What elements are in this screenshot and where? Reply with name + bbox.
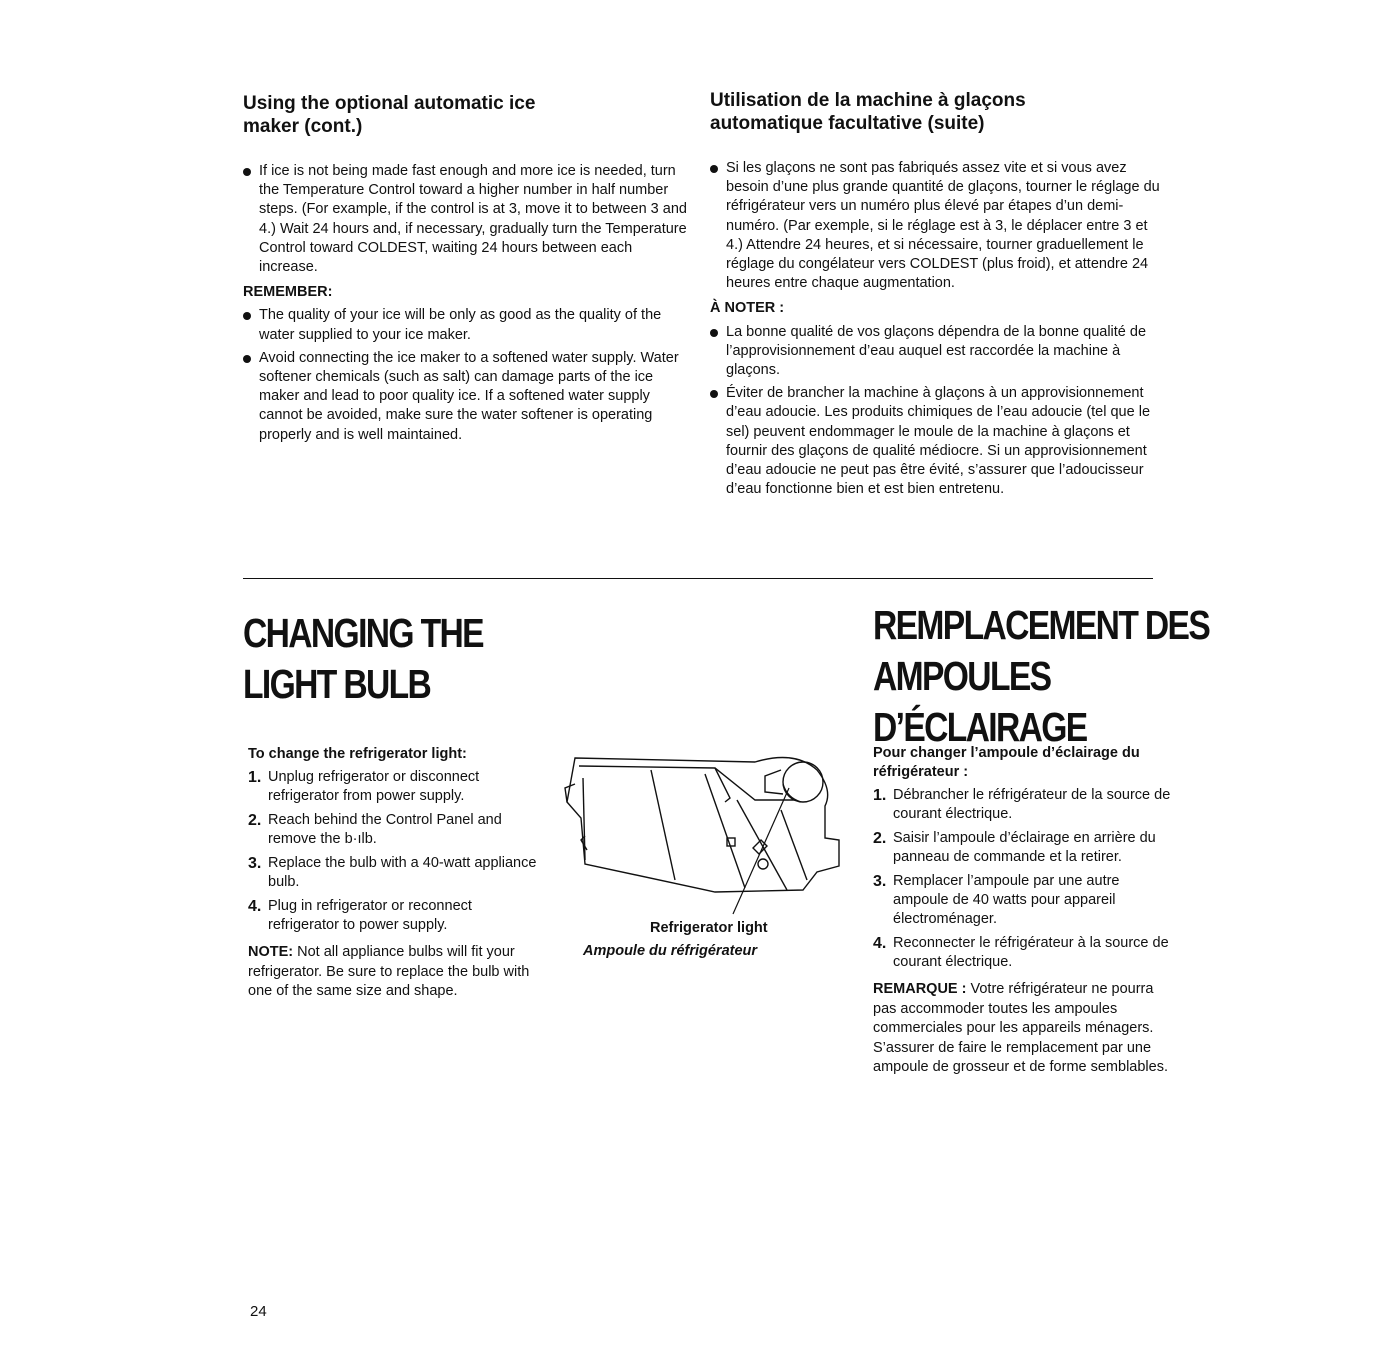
housing-tab: [565, 784, 575, 802]
step-text: Débrancher le réfrigérateur de la source de courant électrique.: [893, 787, 1171, 822]
step-text: Reconnecter le réfrigérateur à la source de courant électrique.: [893, 935, 1169, 970]
housing-outline: [567, 758, 839, 893]
figure-caption-fr: Ampoule du réfrigérateur: [583, 943, 758, 959]
section-divider: [243, 578, 1153, 579]
housing-edge: [651, 770, 675, 880]
step-text: Replace the bulb with a 40-watt appliance bulb.: [268, 855, 537, 890]
step-item: [873, 829, 1173, 867]
heading-line-2: automatique facultative (suite): [710, 113, 985, 134]
remember-bullet-1: La bonne qualité de vos glaçons dépendra de la bonne qualité de l’approvisionnement d’eau auquel est raccordée la machine à glaçons.: [710, 323, 1160, 381]
step-item: [248, 811, 538, 849]
step-item: [873, 786, 1173, 824]
step-item: [873, 872, 1173, 929]
heading-line-1: Using the optional automatic ice: [243, 93, 536, 114]
step-number: 1.: [248, 769, 262, 786]
ice-maker-heading-fr: [710, 89, 1160, 135]
note-paragraph: [873, 980, 1173, 1078]
ice-maker-heading-en: [243, 92, 688, 138]
step-number: 2.: [873, 830, 887, 847]
light-bulb-title-fr: [873, 600, 1209, 753]
ice-tip-bullet: If ice is not being made fast enough and more ice is needed, turn the Temperature Control toward a higher number in half number steps. (For example, if the control is at 3, move it to between 3 and 4.) Wait 24 hours and, if necessary, gradually turn the Temperature Control toward COLDEST, waiting 24 hours between each increase.: [243, 162, 688, 277]
step-text: Remplacer l’ampoule par une autre ampoule de 40 watts pour appareil électroménager.: [893, 873, 1120, 927]
note-label: NOTE:: [248, 944, 294, 960]
step-item: [873, 934, 1173, 972]
title-line-3: D’ÉCLAIRAGE: [873, 704, 1087, 750]
ice-maker-section-fr: [710, 89, 1160, 499]
step-item: [248, 768, 538, 806]
note-label: REMARQUE :: [873, 981, 967, 997]
step-text: Plug in refrigerator or reconnect refrigerator to power supply.: [268, 898, 472, 933]
title-line-1: CHANGING THE: [243, 610, 483, 656]
step-text: Unplug refrigerator or disconnect refrigerator from power supply.: [268, 769, 480, 804]
step-text: Saisir l’ampoule d’éclairage en arrière du panneau de commande et la retirer.: [893, 830, 1156, 865]
step-number: 2.: [248, 812, 262, 829]
light-bulb-section-en: [248, 745, 538, 1002]
note-paragraph: [248, 943, 538, 1002]
ice-maker-section-en: [243, 92, 688, 445]
note-text: Votre réfrigérateur ne pourra pas accommoder toutes les ampoules commerciales pour les appareils ménagers. S’assurer de faire le remplacement par une ampoule de grosseur et de forme semblables.: [873, 981, 1168, 1075]
instructions-intro: To change the refrigerator light:: [248, 746, 467, 762]
title-line-1: REMPLACEMENT DES: [873, 602, 1210, 648]
remember-label: À NOTER :: [710, 300, 785, 317]
step-number: 4.: [873, 935, 887, 952]
housing-edge: [579, 766, 795, 800]
remember-bullet-2: Éviter de brancher la machine à glaçons à un approvisionnement d’eau adoucie. Les produits chimiques de l’eau adoucie (tel que le sel) peuvent endommager le moule de la machine à glaçons et fournir des glaçons de qualité médiocre. Si un approvisionnement d’eau adoucie ne peut pas être évité, s’assurer que l’adoucisseur d’eau fonctionne bien et est bien entretenu.: [710, 384, 1160, 499]
page-number: 24: [250, 1303, 267, 1320]
light-bulb-section-fr: [873, 744, 1173, 1078]
steps-list: [873, 786, 1173, 972]
light-bulb-title-en: [243, 608, 483, 710]
housing-edge: [705, 774, 745, 888]
title-line-2: LIGHT BULB: [243, 661, 431, 707]
step-item: [248, 854, 538, 892]
step-item: [248, 897, 538, 935]
remember-bullet-1: The quality of your ice will be only as good as the quality of the water supplied to your ice maker.: [243, 306, 688, 344]
step-number: 1.: [873, 787, 887, 804]
bulb-socket: [765, 770, 783, 794]
step-number: 4.: [248, 898, 262, 915]
heading-line-2: maker (cont.): [243, 116, 363, 137]
steps-list: [248, 768, 538, 935]
instructions-intro: Pour changer l’ampoule d’éclairage du réfrigérateur :: [873, 745, 1140, 780]
note-text: Not all appliance bulbs will fit your refrigerator. Be sure to replace the bulb with one of the same size and shape.: [248, 944, 530, 999]
control-knob-icon: [758, 859, 768, 869]
title-line-2: AMPOULES: [873, 653, 1051, 699]
ice-tip-bullet: Si les glaçons ne sont pas fabriqués assez vite et si vous avez besoin d’une plus grande quantité de glaçons, tourner le réglage du réfrigérateur vers un numéro plus élevé par étapes d’un demi-numéro. (Par exemple, si le réglage est à 3, le déplacer entre 3 et 4.) Attendre 24 heures, et si nécessaire, tourner graduellement le réglage du congélateur vers COLDEST (plus froid), et attendre 24 heures entre chaque augmentation.: [710, 159, 1160, 293]
heading-line-1: Utilisation de la machine à glaçons: [710, 90, 1026, 111]
housing-edge: [781, 810, 807, 880]
light-bulb-icon: [783, 762, 823, 802]
remember-bullet-2: Avoid connecting the ice maker to a softened water supply. Water softener chemicals (such as salt) can damage parts of the ice maker and lead to poor quality ice. If a softened water supply cannot be avoided, make sure the water softener is operating properly and is well maintained.: [243, 349, 688, 445]
step-number: 3.: [248, 855, 262, 872]
figure-caption-en: Refrigerator light: [650, 920, 768, 936]
step-text: Reach behind the Control Panel and remove the b·ılb.: [268, 812, 502, 847]
housing-edge: [715, 768, 730, 802]
housing-edge: [737, 800, 787, 890]
remember-label: REMEMBER:: [243, 284, 333, 301]
step-number: 3.: [873, 873, 887, 890]
